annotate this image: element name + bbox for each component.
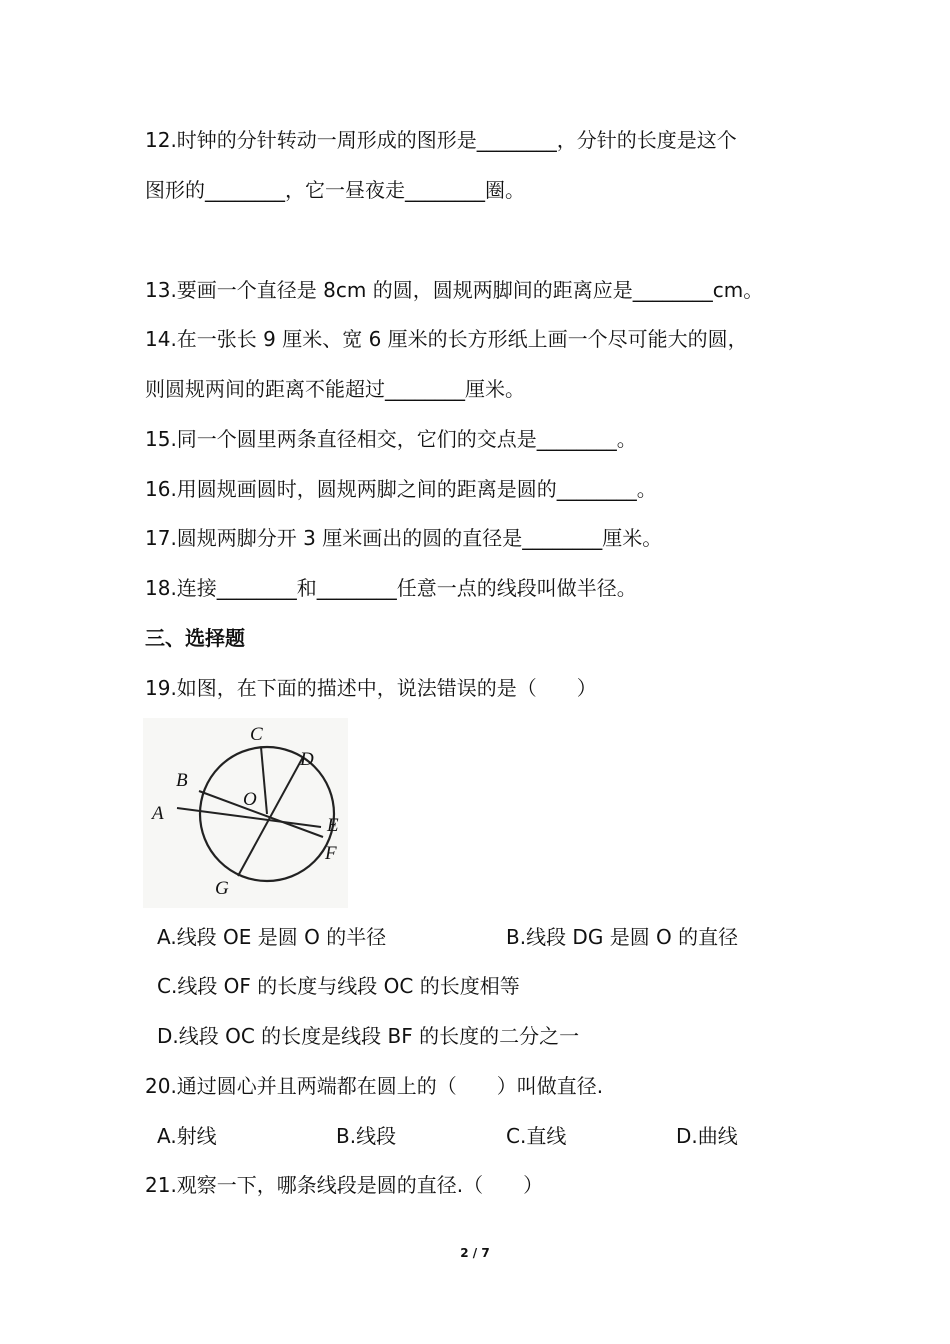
question-16: 16.用圆规画圆时，圆规两脚之间的距离是圆的________。 [145,477,657,501]
label-O: O [243,789,257,810]
q20-option-c: C.直线 [506,1124,567,1148]
question-13: 13.要画一个直径是 8cm 的圆，圆规两脚间的距离应是________cm。 [145,278,764,302]
label-D: D [300,749,314,770]
q19-option-b: B.线段 DG 是圆 O 的直径 [506,925,739,949]
page-number: 2 / 7 [460,1246,490,1260]
q20-option-d: D.曲线 [676,1124,738,1148]
label-C: C [250,724,263,745]
label-G: G [215,878,229,899]
q20-option-b: B.线段 [336,1124,397,1148]
section-title-choice: 三、选择题 [145,626,245,650]
circle-diagram [143,718,348,908]
question-18: 18.连接________和________任意一点的线段叫做半径。 [145,576,637,600]
q20-option-a: A.射线 [157,1124,217,1148]
question-19-stem: 19.如图，在下面的描述中，说法错误的是（ ） [145,676,597,700]
q19-option-c: C.线段 OF 的长度与线段 OC 的长度相等 [157,974,520,998]
q19-option-d: D.线段 OC 的长度是线段 BF 的长度的二分之一 [157,1024,580,1048]
question-12-line-2: 图形的________，它一昼夜走________圈。 [145,178,525,202]
label-F: F [325,843,337,864]
diagram-background [143,718,348,908]
label-A: A [152,803,164,824]
q19-option-a: A.线段 OE 是圆 O 的半径 [157,925,387,949]
label-B: B [176,770,188,791]
question-20-stem: 20.通过圆心并且两端都在圆上的（ ）叫做直径. [145,1074,604,1098]
question-14-line-1: 14.在一张长 9 厘米、宽 6 厘米的长方形纸上画一个尽可能大的圆， [145,327,748,351]
question-17: 17.圆规两脚分开 3 厘米画出的圆的直径是________厘米。 [145,526,663,550]
question-12-line-1: 12.时钟的分针转动一周形成的图形是________，分针的长度是这个 [145,128,737,152]
question-14-line-2: 则圆规两间的距离不能超过________厘米。 [145,377,525,401]
label-E: E [327,815,339,836]
question-21-stem: 21.观察一下，哪条线段是圆的直径.（ ） [145,1173,544,1197]
question-15: 15.同一个圆里两条直径相交，它们的交点是________。 [145,427,637,451]
